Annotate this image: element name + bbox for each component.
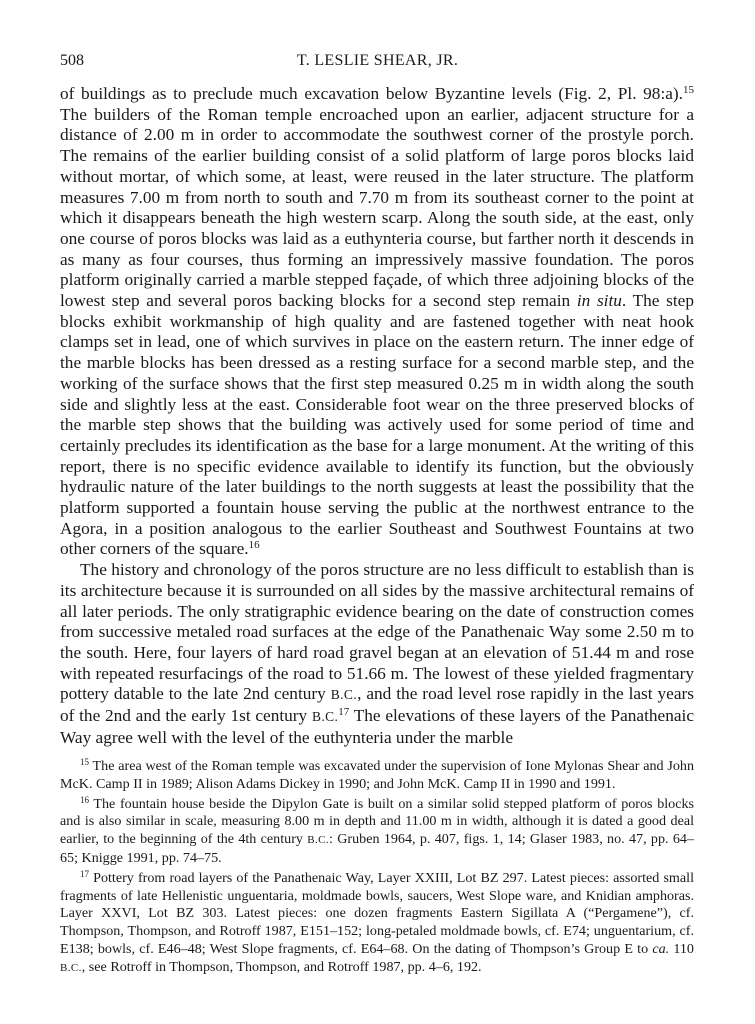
footnote-number: 17 bbox=[80, 868, 89, 879]
footnote-text: 110 bbox=[669, 940, 694, 957]
paragraph-2-text-c: The elevations of these layers of the Panathenaic Way agree well with the level of the euthynteria under the marble bbox=[60, 706, 694, 747]
footnote-17 bbox=[60, 870, 694, 978]
paragraph-2-text-a: The history and chronology of the poros structure are no less difficult to establish than is its architecture because it is surrounded on all sides by the massive architectural remains of all later periods. The only stratigraphic evidence bearing on the date of construction comes from successive metaled road surfaces at the edge of the Panathenaic Way some 2.50 m to the south. Here, four layers of hard road gravel began at an elevation of 51.44 m and rose with repeated resurfacings of the road to 51.66 m. The lowest of these yielded fragmentary pottery datable to the late 2nd century bbox=[60, 560, 694, 704]
running-head: T. LESLIE SHEAR, JR. bbox=[296, 52, 459, 69]
era-abbrev: B.C. bbox=[330, 687, 358, 703]
paragraph-1-text-c: . The step blocks exhibit workmanship of high quality and are fastened together with neat hook clamps set in lead, one of which survives in place on the eastern return. The inner edge of the marble blocks has been dressed as a resting surface for a second marble step, and the working of the surface shows that the first step measured 0.25 m in width along the south side and slightly less at the east. Considerable foot wear on the three preserved blocks of the marble step shows that the building was actively used for some period of time and certainly precludes its identification as the base for a large monument. At the writing of this report, there is no specific evidence available to identify its function, but the obviously hydraulic nature of the later buildings to the north suggests at least the possibility that the platform supported a fountain house serving the public at the northwest entrance to the Agora, in a position analogous to the earlier Southeast and Southwest Fountains at two other corners of the square. bbox=[60, 291, 694, 559]
footnote-ref-16[interactable]: 16 bbox=[248, 539, 260, 552]
era-abbrev: B.C. bbox=[307, 834, 330, 847]
footnote-text: The fountain house beside the Dipylon Gate is built on a similar solid stepped platform of poros blocks and is also similar in scale, measuring 8.00 m in depth and 11.00 m in width, although it is dated a good deal earlier, to the beginning of the 4th century bbox=[60, 795, 694, 848]
footnote-text: , see Rotroff in Thompson, Thompson, and Rotroff 1987, pp. 4–6, 192. bbox=[81, 958, 482, 975]
era-abbrev: B.C. bbox=[60, 961, 82, 974]
main-text bbox=[60, 84, 694, 749]
footnote-text: Pottery from road layers of the Panathenaic Way, Layer XXIII, Lot BZ 297. Latest pieces: assorted small fragments of late Hellenistic unguentaria, moldmade bowls, saucers, West Slope ware, and Knidian amphoras. Layer XXVI, Lot BZ 303. Latest pieces: one dozen fragments Eastern Sigillata A (“Pergamene”), cf. Thompson, Thompson, and Rotroff 1987, E151–152; long-petaled moldmade bowls, cf. E74; unguentarium, cf. E138; bowls, cf. E46–48; West Slope fragments, cf. E64–68. On the dating of Thompson’s Group E to bbox=[60, 869, 694, 957]
era-abbrev: B.C. bbox=[311, 709, 339, 725]
page-header bbox=[0, 52, 755, 76]
paragraph-1-text-a: of buildings as to preclude much excavation below Byzantine levels (Fig. 2, Pl. 98:a). bbox=[60, 84, 683, 103]
footnote-text: The area west of the Roman temple was excavated under the supervision of Ione Mylonas Shear and John McK. Camp II in 1989; Alison Adams Dickey in 1990; and John McK. Camp II in 1990 and 1991. bbox=[60, 758, 694, 792]
footnote-ref-15[interactable]: 15 bbox=[683, 84, 694, 96]
footnote-number: 15 bbox=[80, 757, 89, 767]
footnote-16 bbox=[60, 796, 694, 868]
italic-circa: ca. bbox=[652, 940, 670, 957]
paragraph-1-text-b: The builders of the Roman temple encroached upon an earlier, adjacent structure for a distance of 2.00 m in order to accommodate the southwest corner of the prostyle porch. The remains of the earlier building consist of a solid platform of large poros blocks laid without mortar, of which some, at least, were reused in the later structure. The platform measures 7.00 m from north to south and 7.70 m from its southeast corner to the point at which it disappears beneath the high western scarp. Along the south side, at the east, only one course of poros blocks was laid as a euthynteria course, but farther north it descends in as many as four courses, thus forming an impressively massive foundation. The poros platform originally carried a marble stepped façade, of which three adjoining blocks of the lowest step and several poros backing blocks for a second step remain bbox=[60, 104, 694, 311]
italic-in-situ: in situ bbox=[576, 291, 622, 311]
footnote-text: : Gruben 1964, p. 407, figs. 1, 14; Glaser 1983, no. 47, pp. 64–65; Knigge 1991, pp. 74–75. bbox=[60, 831, 694, 866]
paragraph-1 bbox=[60, 84, 694, 560]
paragraph-2-text-b: , and the road level rose rapidly in the last years of the 2nd and the early 1st century bbox=[60, 684, 694, 726]
footnotes bbox=[60, 758, 694, 980]
paragraph-2 bbox=[60, 560, 694, 748]
page-number: 508 bbox=[60, 52, 84, 69]
footnote-ref-17[interactable]: 17 bbox=[338, 706, 350, 719]
footnote-15 bbox=[60, 758, 694, 794]
footnote-number: 16 bbox=[80, 794, 89, 805]
